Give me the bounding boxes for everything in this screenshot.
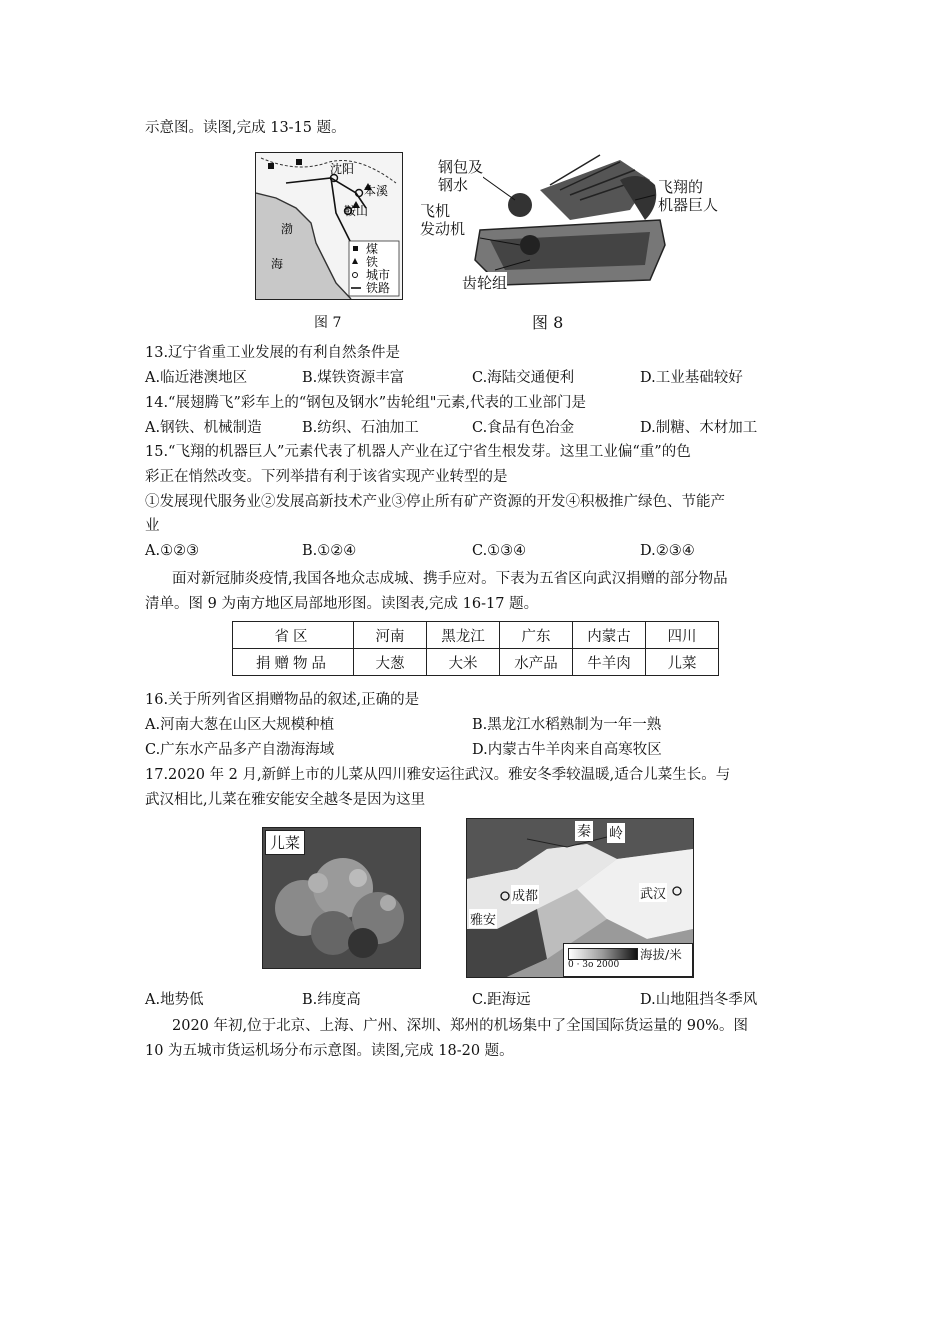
elevation-scale (563, 943, 693, 977)
label-line: 飞机 (420, 202, 451, 220)
table-cell: 大米 (427, 649, 500, 676)
intro-18-line2: 10 为五城市货运机场分布示意图。读图,完成 18-20 题。 (145, 1043, 514, 1059)
q17-option-c: C.距海远 (472, 992, 531, 1008)
label-robot (658, 178, 718, 214)
table-cell: 水产品 (500, 649, 573, 676)
q13-option-a: A.临近港澳地区 (145, 370, 248, 386)
terrain-map (466, 818, 694, 978)
q15-option-b: B.①②④ (302, 543, 357, 559)
q13-option-b: B.煤铁资源丰富 (302, 370, 405, 386)
table-header-row (233, 622, 719, 649)
label-engine (420, 202, 465, 238)
q17-option-a: A.地势低 (145, 992, 204, 1008)
map-label-ling: 岭 (607, 823, 625, 843)
intro-16-line2: 清单。图 9 为南方地区局部地形图。读图表,完成 16-17 题。 (145, 596, 539, 612)
table-cell: 黑龙江 (427, 622, 500, 649)
scale-title: 海拔/米 (640, 947, 682, 962)
q16-stem: 16.关于所列省区捐赠物品的叙述,正确的是 (145, 692, 420, 708)
liaoning-map-drawing (256, 153, 402, 299)
donation-table (232, 621, 719, 676)
q16-option-d: D.内蒙古牛羊肉来自高寒牧区 (472, 742, 662, 758)
q16-option-a: A.河南大葱在山区大规模种植 (145, 717, 335, 733)
map-label-yaan: 雅安 (469, 909, 497, 928)
intro-16-line1: 面对新冠肺炎疫情,我国各地众志成城、携手应对。下表为五省区向武汉捐赠的部分物品 (172, 571, 728, 587)
label-line: 钢包及 (438, 158, 484, 176)
map-label-hai: 海 (271, 257, 284, 271)
legend-coal-symbol (353, 246, 358, 251)
elevation-gradient (568, 948, 638, 960)
scale-ticks: 0 · 3o 2000 (568, 960, 620, 970)
q16-option-b: B.黑龙江水稻熟制为一年一熟 (472, 717, 662, 733)
legend-coal: 煤 (366, 242, 379, 256)
label-line: 飞翔的 (658, 178, 704, 196)
vegetable-photo (262, 827, 421, 969)
table-row (233, 649, 719, 676)
figure-8-caption: 图 8 (532, 313, 564, 332)
table-cell: 内蒙古 (573, 622, 646, 649)
legend-railway: 铁路 (366, 281, 391, 295)
map-label-anshan: 鞍山 (344, 204, 369, 218)
q15-option-c: C.①③④ (472, 543, 527, 559)
table-cell: 儿菜 (646, 649, 719, 676)
q14-option-d: D.制糖、木材加工 (640, 420, 758, 436)
legend-city: 城市 (366, 268, 391, 282)
intro-18-line1: 2020 年初,位于北京、上海、广州、深圳、郑州的机场集中了全国国际货运量的 90%。图 (172, 1018, 748, 1034)
q14-stem: 14.“展翅腾飞”彩车上的“钢包及钢水”齿轮组"元素,代表的工业部门是 (145, 395, 586, 411)
q17-option-b: B.纬度高 (302, 992, 361, 1008)
map-label-shenyang: 沈阳 (330, 162, 355, 176)
label-line: 钢水 (438, 176, 469, 194)
map-label-chengdu: 成都 (511, 885, 539, 904)
table-cell: 大葱 (354, 649, 427, 676)
map-label-qin: 秦 (575, 821, 593, 841)
label-gear: 齿轮组 (462, 274, 508, 292)
intro-text: 示意图。读图,完成 13-15 题。 (145, 120, 346, 136)
steel-ladle (508, 193, 532, 217)
coal-marker (268, 163, 274, 169)
q13-option-d: D.工业基础较好 (640, 370, 743, 386)
figure-7-map (255, 152, 403, 300)
table-cell: 捐赠物品 (233, 649, 354, 676)
map-label-wuhan: 武汉 (639, 883, 667, 902)
q13-option-c: C.海陆交通便利 (472, 370, 575, 386)
q15-option-a: A.①②③ (145, 543, 200, 559)
q15-stem-line1: 15.“飞翔的机器巨人”元素代表了机器人产业在辽宁省生根发芽。这里工业偏“重”的色 (145, 444, 691, 460)
q14-option-c: C.食品有色冶金 (472, 420, 575, 436)
label-steel-ladle (438, 158, 483, 194)
q15-option-d: D.②③④ (640, 543, 695, 559)
figure-7-caption: 图 7 (314, 315, 342, 331)
q14-option-a: A.钢铁、机械制造 (145, 420, 262, 436)
q15-stem-line4: 业 (145, 518, 160, 534)
q16-option-c: C.广东水产品多产自渤海海域 (145, 742, 335, 758)
table-cell: 省区 (233, 622, 354, 649)
photo-label: 儿菜 (265, 830, 305, 855)
engine (520, 235, 540, 255)
q17-stem-line2: 武汉相比,儿菜在雅安能安全越冬是因为这里 (145, 792, 426, 808)
q14-option-b: B.纺织、石油加工 (302, 420, 419, 436)
table-cell: 四川 (646, 622, 719, 649)
q15-stem-line3: ①发展现代服务业②发展高新技术产业③停止所有矿产资源的开发④积极推广绿色、节能产 (145, 494, 725, 510)
q15-stem-line2: 彩正在悄然改变。下列举措有利于该省实现产业转型的是 (145, 469, 508, 485)
legend-iron: 铁 (366, 255, 379, 269)
table-cell: 河南 (354, 622, 427, 649)
label-line: 发动机 (420, 220, 466, 238)
label-line: 机器巨人 (658, 196, 719, 214)
figure-8-float (420, 150, 720, 300)
pointer-line (480, 175, 515, 200)
map-label-benxi: 本溪 (364, 184, 389, 198)
map-label-bo: 渤 (281, 222, 294, 236)
q17-option-d: D.山地阻挡冬季风 (640, 992, 758, 1008)
coal-marker (296, 159, 302, 165)
table-cell: 广东 (500, 622, 573, 649)
q13-stem: 13.辽宁省重工业发展的有利自然条件是 (145, 345, 401, 361)
q17-stem-line1: 17.2020 年 2 月,新鲜上市的儿菜从四川雅安运往武汉。雅安冬季较温暖,适合儿菜生长。与 (145, 767, 731, 783)
table-cell: 牛羊肉 (573, 649, 646, 676)
